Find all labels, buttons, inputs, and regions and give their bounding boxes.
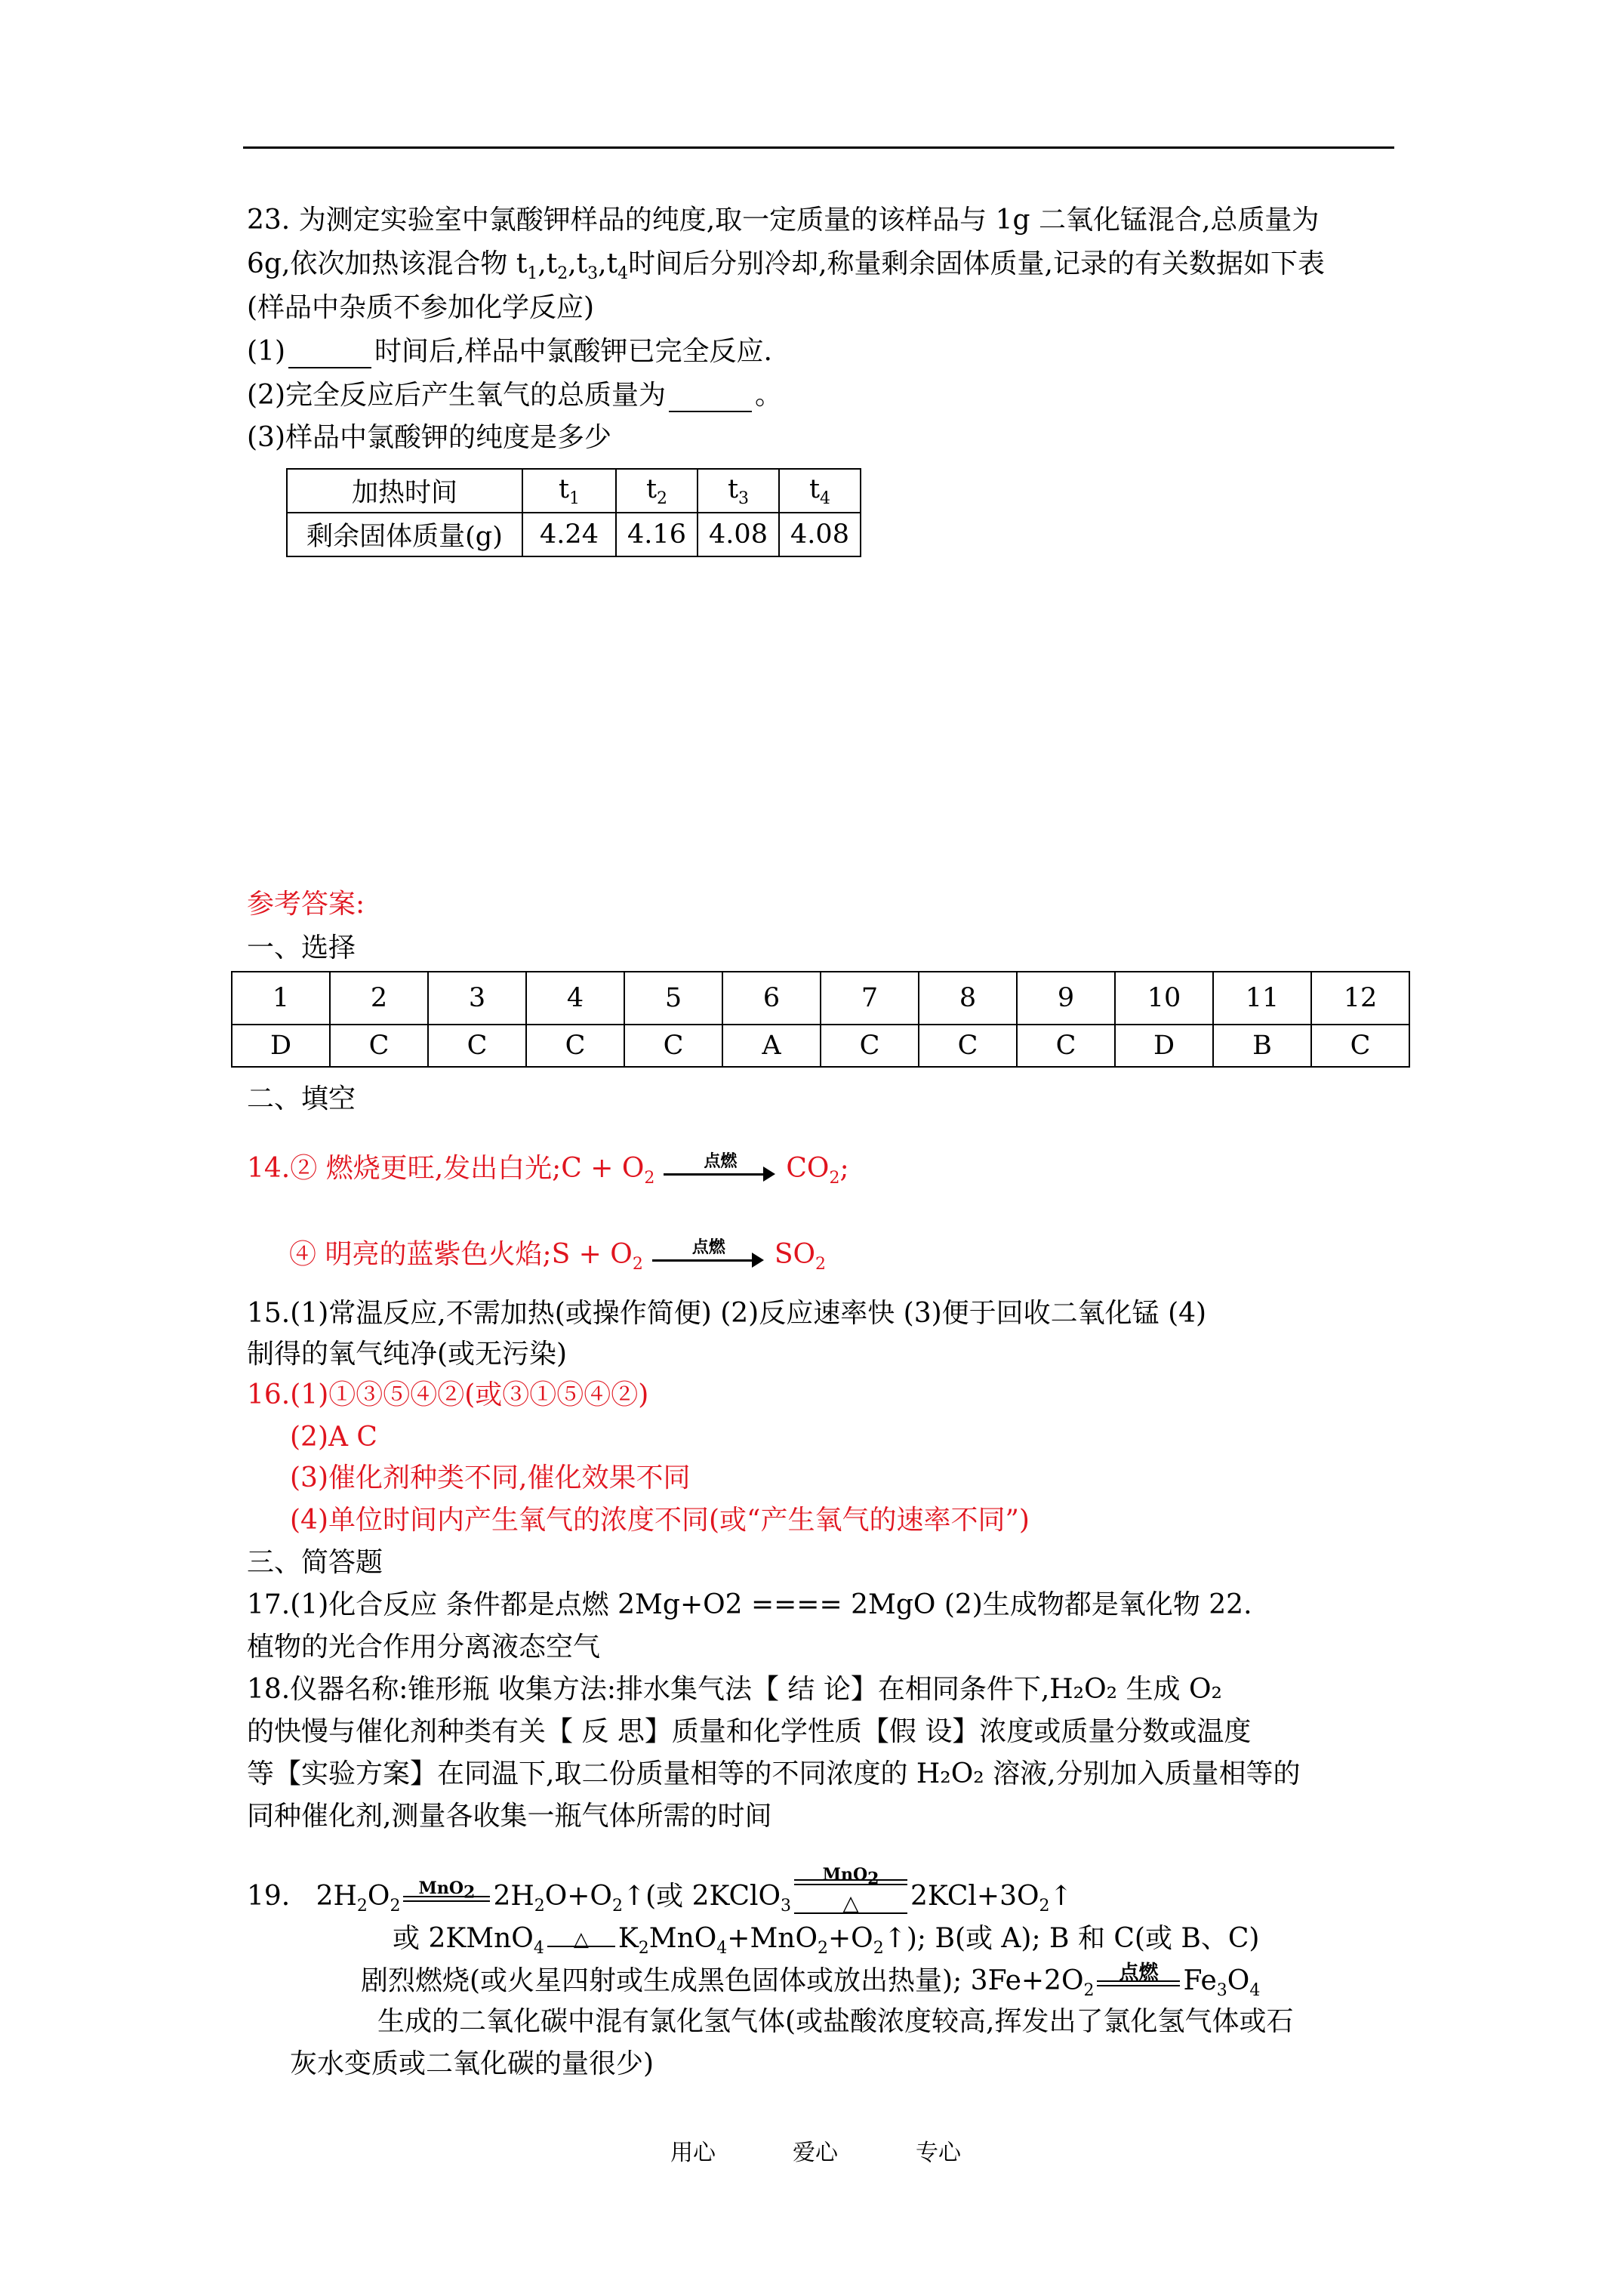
table-mass-2: 4.16 [616, 513, 698, 556]
answers-title: 参考答案: [247, 889, 365, 920]
header-rule [243, 146, 1394, 149]
choice-number: 7 [821, 972, 919, 1025]
choice-number: 12 [1311, 972, 1409, 1025]
answer-15-line2: 制得的氧气纯净(或无污染) [247, 1339, 568, 1370]
choice-answer: C [624, 1025, 722, 1067]
section-fill: 二、填空 [247, 1083, 356, 1114]
table-time-1: $t_1$ [522, 469, 616, 513]
table-row-label: 剩余固体质量(g) [287, 513, 522, 556]
table-time-4: $t_4$ [779, 469, 861, 513]
choice-answer: C [526, 1025, 624, 1067]
footer-text-2: 爱心 [793, 2140, 838, 2166]
answer-16-3: (3)催化剂种类不同,催化效果不同 [290, 1462, 691, 1493]
choice-number: 3 [428, 972, 526, 1025]
section-choice: 一、选择 [247, 932, 356, 963]
choice-answer: C [1311, 1025, 1409, 1067]
answer-17-line1: 17.(1)化合反应 条件都是点燃 2Mg+O2 ==== 2MgO (2)生成物都是氧化物 22. [247, 1589, 1252, 1620]
section-short-answer: 三、简答题 [247, 1547, 383, 1578]
catalyst-equals-sign: MnO$_2$ [403, 1884, 490, 1912]
choice-answer-table [231, 971, 1410, 1068]
choice-number: 9 [1017, 972, 1115, 1025]
choice-number: 10 [1115, 972, 1213, 1025]
answer-16-4: (4)单位时间内产生氧气的浓度不同(或“产生氧气的速率不同”) [290, 1505, 1030, 1536]
answer-18-line2: 的快慢与催化剂种类有关【 反 思】质量和化学性质【假 设】浓度或质量分数或温度 [247, 1716, 1252, 1747]
answer-16-1: 16.(1)①③⑤④②(或③①⑤④②) [247, 1379, 649, 1410]
ignite-equals-sign: 点燃 [1097, 1968, 1180, 1997]
heating-data-table [286, 468, 861, 557]
choice-number: 11 [1213, 972, 1311, 1025]
answer-19-line1: 19. $2H_2O_2$ MnO$_2$ $2H_2O+O_2↑$(或 2KClO$_3$ MnO$_2$ △ $2KCl+3O_2↑$ [247, 1865, 1073, 1916]
table-time-3: $t_3$ [698, 469, 779, 513]
reaction-arrow: 点燃 [652, 1241, 765, 1271]
choice-answer: D [232, 1025, 330, 1067]
answer-19-line2: 或 2KMnO$_4$ △ $K_2MnO_4+MnO_2+O_2↑$); B(或 A); B 和 C(或 B、C) [393, 1923, 1260, 1959]
table-time-2: $t_2$ [616, 469, 698, 513]
choice-answer: A [722, 1025, 821, 1067]
choice-answer: C [821, 1025, 919, 1067]
reaction-arrow: 点燃 [664, 1155, 777, 1185]
answer-18-line1: 18.仪器名称:锥形瓶 收集方法:排水集气法【 结 论】在相同条件下,H₂O₂ 生成 O₂ [247, 1674, 1222, 1705]
heat-equals-sign: △ [547, 1926, 615, 1955]
choice-answer: C [1017, 1025, 1115, 1067]
q23-line2: 6g,依次加热该混合物 $t_1,t_2,t_3,t_4$时间后分别冷却,称量剩余固体质量,记录的有关数据如下表 [247, 248, 1325, 284]
choice-answer: C [330, 1025, 428, 1067]
answer-18-line3: 等【实验方案】在同温下,取二份质量相等的不同浓度的 H₂O₂ 溶液,分别加入质量相等的 [247, 1758, 1301, 1789]
table-header-label: 加热时间 [287, 469, 522, 513]
answer-16-2: (2)A C [290, 1422, 377, 1453]
choice-number: 8 [919, 972, 1017, 1025]
q23-sub3: (3)样品中氯酸钾的纯度是多少 [247, 422, 611, 453]
answer-15-line1: 15.(1)常温反应,不需加热(或操作简便) (2)反应速率快 (3)便于回收二氧化锰 (4) [247, 1298, 1207, 1329]
choice-answer: C [919, 1025, 1017, 1067]
answer-14-sulfur: ④ 明亮的蓝紫色火焰;S + $O_2$ 点燃 $SO_2$ [289, 1237, 826, 1274]
answer-18-line4: 同种催化剂,测量各收集一瓶气体所需的时间 [247, 1801, 772, 1832]
choice-number: 4 [526, 972, 624, 1025]
choice-answer: B [1213, 1025, 1311, 1067]
choice-number: 5 [624, 972, 722, 1025]
table-mass-1: 4.24 [522, 513, 616, 556]
answer-17-line2: 植物的光合作用分离液态空气 [247, 1632, 601, 1663]
catalyst-heat-equals-sign: MnO$_2$ △ [794, 1884, 907, 1912]
table-mass-3: 4.08 [698, 513, 779, 556]
q23-line1: 23. 为测定实验室中氯酸钾样品的纯度,取一定质量的该样品与 1g 二氧化锰混合,总质量为 [247, 205, 1320, 236]
footer-text-1: 用心 [670, 2140, 716, 2166]
footer-text-3: 专心 [916, 2140, 961, 2166]
answer-19-line5: 灰水变质或二氧化碳的量很少) [290, 2048, 654, 2079]
q23-sub1: (1) 时间后,样品中氯酸钾已完全反应. [247, 336, 772, 367]
answer-19-line3: 剧烈燃烧(或火星四射或生成黑色固体或放出热量); $3Fe+2O_2$ 点燃 $Fe_3O_4$ [361, 1962, 1261, 2001]
choice-number: 2 [330, 972, 428, 1025]
choice-number: 1 [232, 972, 330, 1025]
answer-14-carbon: 14.② 燃烧更旺,发出白光;C + $O_2$ 点燃 $CO_2$; [247, 1151, 849, 1188]
choice-number: 6 [722, 972, 821, 1025]
answer-19-line4: 生成的二氧化碳中混有氯化氢气体(或盐酸浓度较高,挥发出了氯化氢气体或石 [377, 2006, 1294, 2037]
q23-line3: (样品中杂质不参加化学反应) [247, 292, 595, 323]
choice-answer: C [428, 1025, 526, 1067]
choice-answer: D [1115, 1025, 1213, 1067]
table-mass-4: 4.08 [779, 513, 861, 556]
q23-sub2: (2)完全反应后产生氧气的总质量为 。 [247, 380, 783, 411]
